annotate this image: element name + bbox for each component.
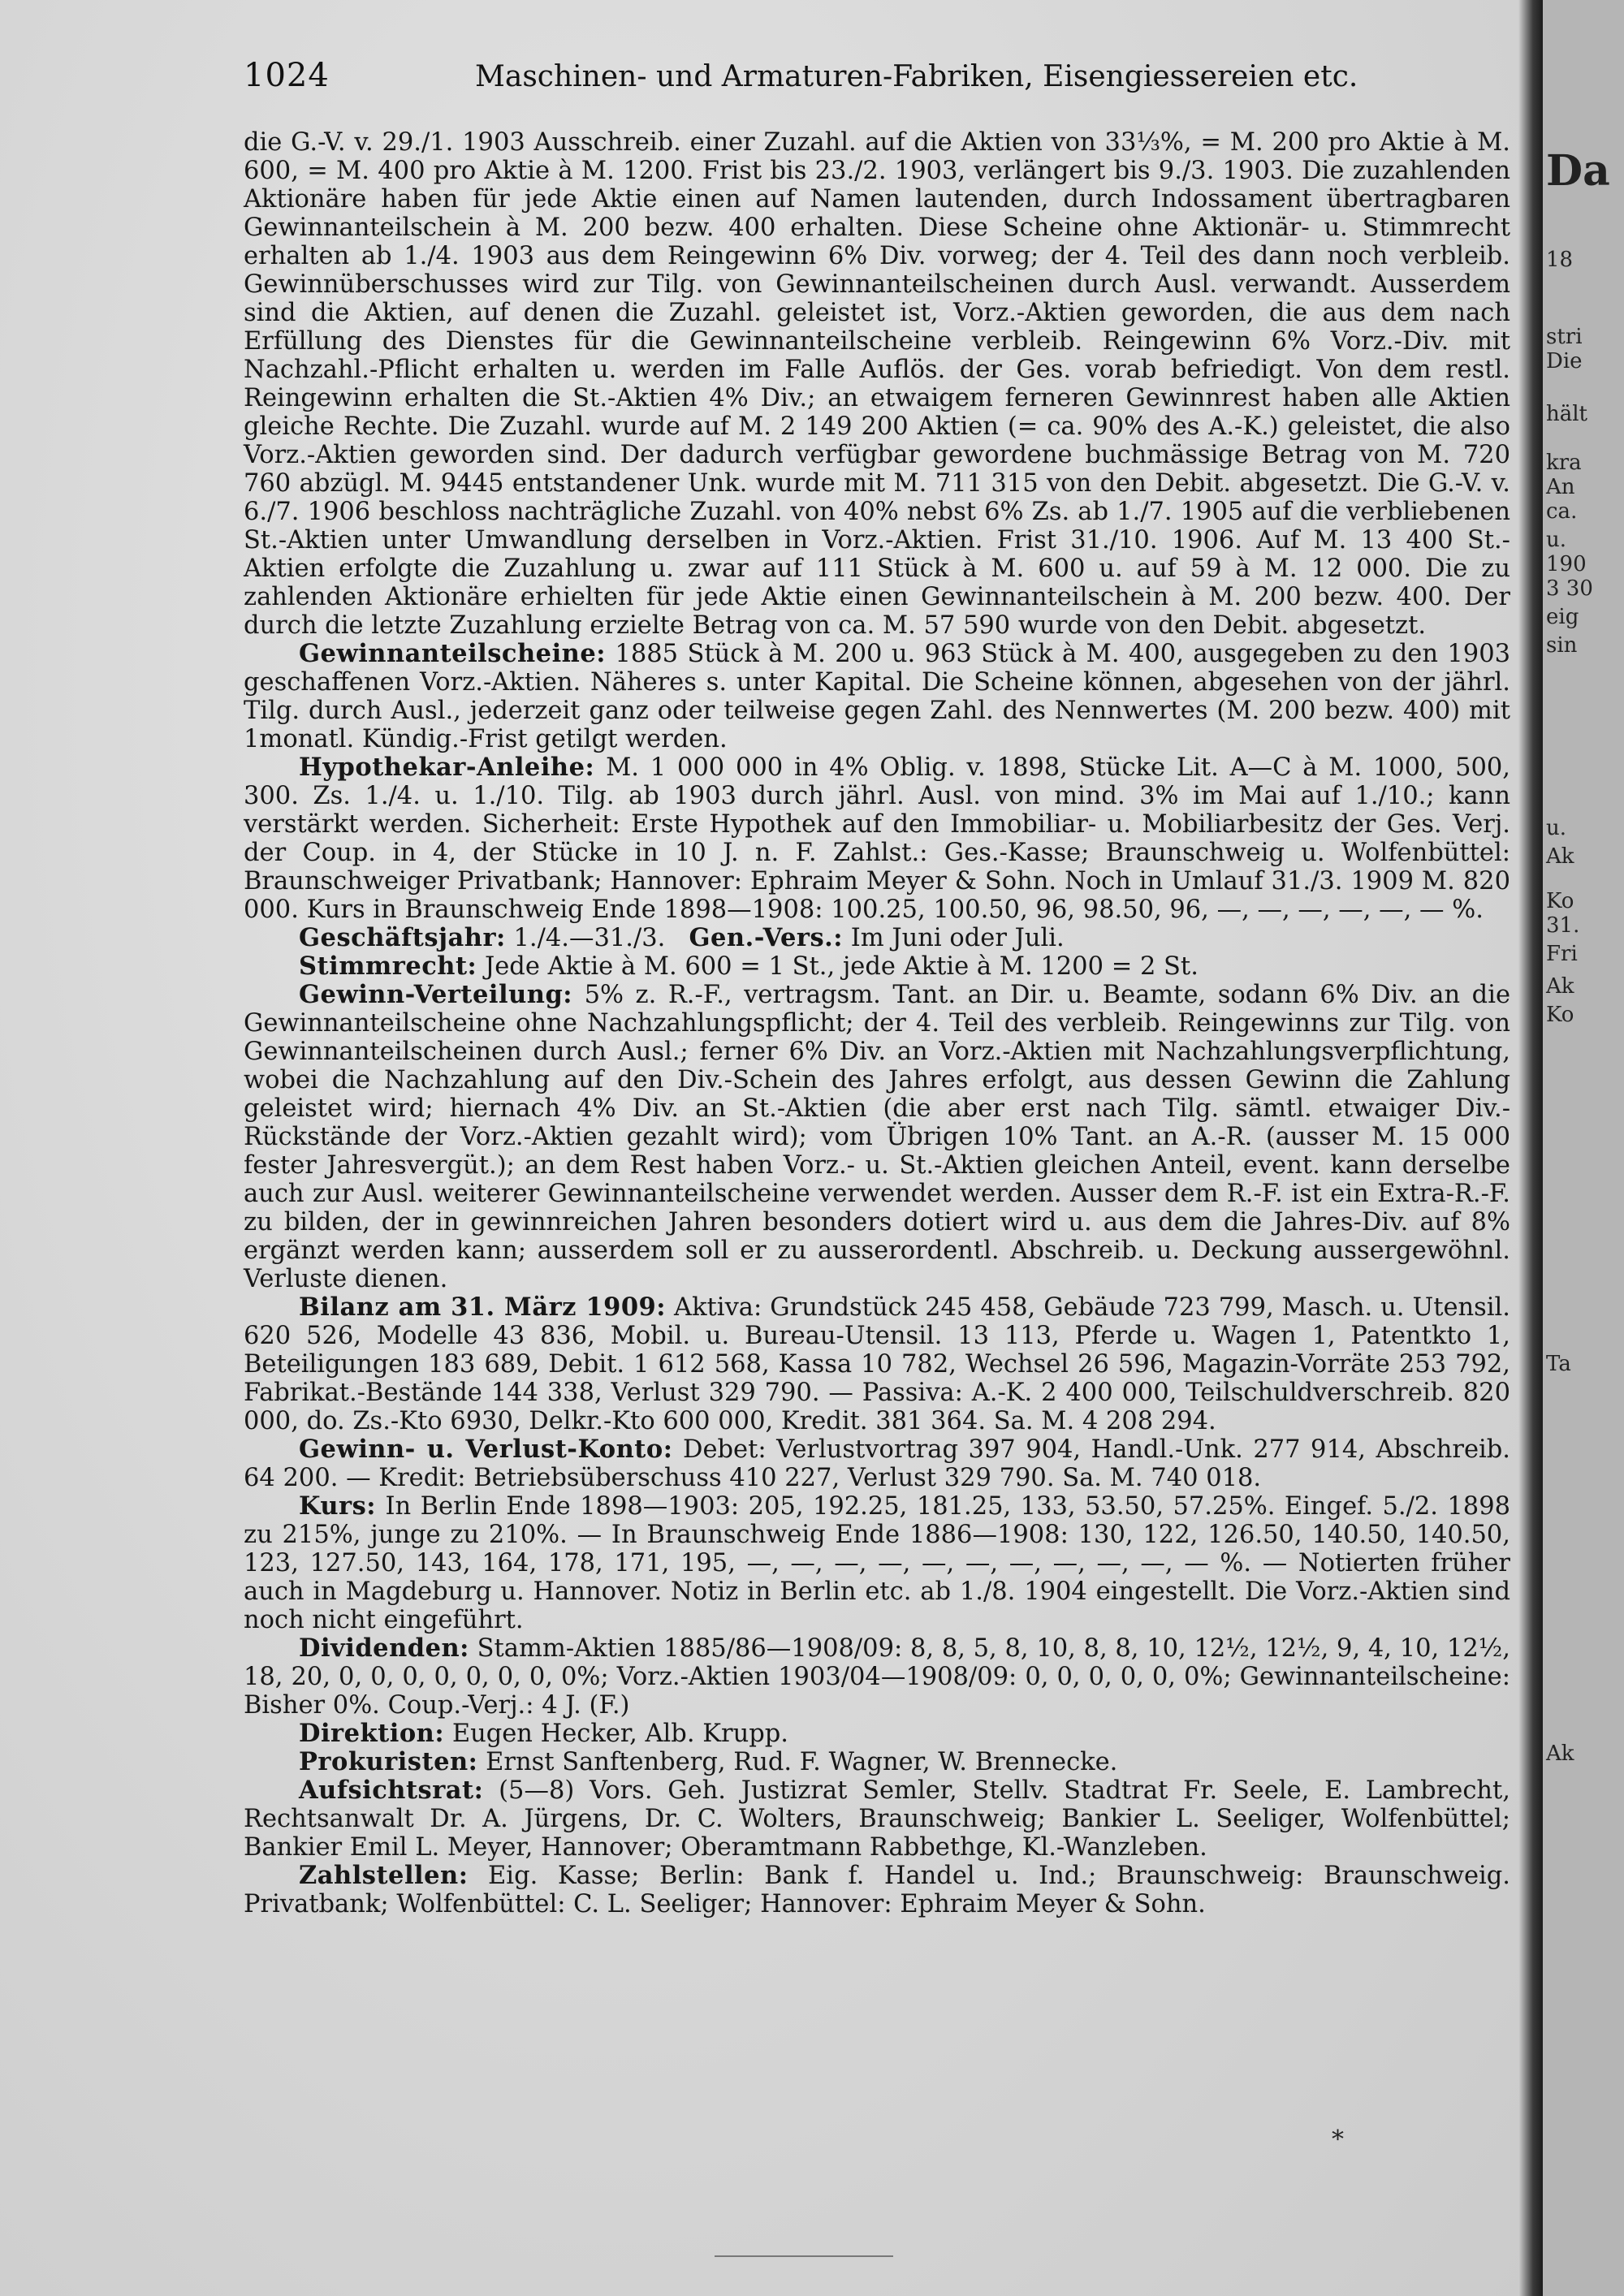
section-text: (5—8) Vors. Geh. Justizrat Semler, Stellv. Stadtrat Fr. Seele, E. Lambrecht, Rechtsanwalt Dr. A. Jürgens, Dr. C. Wolters, Braunschweig; Bankier L. Seeliger, Wolfenbüttel; Bankier Emil L. Meyer, Hannover; Oberamtmann Rabbethge, Kl.-Wanzleben. [244, 1776, 1510, 1862]
section-label: Kurs: [299, 1491, 377, 1521]
section-gewinnanteilscheine [244, 640, 1510, 753]
section-direktion [244, 1720, 1510, 1748]
section-text: Aktiva: Grundstück 245 458, Gebäude 723 799, Masch. u. Utensil. 620 526, Modelle 43 836, Mobil. u. Bureau-Utensil. 13 113, Pferde u. Wagen 1, Patentkto 1, Beteiligungen 183 689, Debit. 1 612 568, Kassa 10 782, Wechsel 26 596, Magazin-Vorräte 253 792, Fabrikat.-Bestände 144 338, Verlust 329 790. — Passiva: A.-K. 2 400 000, Teilschuldverschreib. 820 000, do. Zs.-Kto 6930, Delkr.-Kto 600 000, Kredit. 381 364. Sa. M. 4 208 294. [244, 1293, 1510, 1435]
section-label: Hypothekar-Anleihe: [299, 753, 595, 782]
page-number: 1024 [244, 57, 330, 94]
facing-fragment: eig [1546, 605, 1579, 629]
section-text: In Berlin Ende 1898—1903: 205, 192.25, 181.25, 133, 53.50, 57.25%. Eingef. 5./2. 1898 zu 215%, junge zu 210%. — In Braunschweig Ende 1886—1908: 130, 122, 126.50, 140.50, 140.50, 123, 127.50, 143, 164, 178, 171, 195, —, —, —, —, —, —, —, —, —, —, — %. — Notierten früher auch in Magdeburg u. Hannover. Notiz in Berlin etc. ab 1./8. 1904 eingestellt. Die Vorz.-Aktien sind noch nicht eingeführt. [244, 1492, 1511, 1634]
facing-fragment: 31. [1546, 913, 1580, 938]
section-gewinn-verteilung [244, 981, 1510, 1293]
facing-fragment: sin [1546, 633, 1578, 658]
section-text: Eig. Kasse; Berlin: Bank f. Handel u. Ind.; Braunschweig: Braunschweig. Privatbank; Wolfenbüttel: C. L. Seeliger; Hannover: Ephraim Meyer & Sohn. [244, 1862, 1510, 1918]
section-text-gen-vers: Im Juni oder Juli. [850, 924, 1065, 952]
section-text: Jede Aktie à M. 600 = 1 St., jede Aktie à M. 1200 = 2 St. [485, 952, 1199, 981]
section-label: Gewinn- u. Verlust-Konto: [299, 1435, 673, 1464]
section-text: Eugen Hecker, Alb. Krupp. [451, 1720, 788, 1748]
section-text: Stamm-Aktien 1885/86—1908/09: 8, 8, 5, 8, 10, 8, 8, 10, 12½, 12½, 9, 4, 10, 12½, 18, 20, 0, 0, 0, 0, 0, 0, 0, 0%; Vorz.-Aktien 1903/04—1908/09: 0, 0, 0, 0, 0, 0%; Gewinnanteilscheine: Bisher 0%. Coup.-Verj.: 4 J. (F.) [244, 1634, 1510, 1720]
intro-paragraph [244, 128, 1510, 640]
facing-fragment: Die [1546, 349, 1583, 373]
section-label: Geschäftsjahr: [299, 923, 506, 952]
facing-fragment: Ak [1546, 1741, 1574, 1766]
facing-fragment: stri [1546, 325, 1583, 349]
section-label: Dividenden: [299, 1634, 469, 1663]
facing-fragment: Ta [1546, 1352, 1571, 1376]
section-dividenden [244, 1634, 1510, 1720]
section-label: Gewinnanteilscheine: [299, 639, 606, 668]
section-text: 1885 Stück à M. 200 u. 963 Stück à M. 400, ausgegeben zu den 1903 geschaffenen Vorz.-Aktien. Näheres s. unter Kapital. Die Scheine können, abgesehen von der jährl. Tilg. durch Ausl., jederzeit ganz oder teilweise gegen Zahl. des Nennwertes (M. 200 bezw. 400) mit 1monatl. Kündig.-Frist getilgt werden. [244, 640, 1511, 753]
facing-fragment: hält [1546, 402, 1588, 426]
facing-fragment: ca. [1546, 499, 1578, 524]
section-zahlstellen [244, 1862, 1510, 1918]
facing-fragment: kra [1546, 451, 1582, 475]
section-hypothekar-anleihe [244, 753, 1510, 924]
facing-fragment: Ak [1546, 974, 1574, 999]
paragraph-text: die G.-V. v. 29./1. 1903 Ausschreib. einer Zuzahl. auf die Aktien von 33⅓%, = M. 200 pro Aktie à M. 600, = M. 400 pro Aktie à M. 1200. Frist bis 23./2. 1903, verlängert bis 9./3. 1903. Die zuzahlenden Aktionäre haben für jede Aktie einen auf Namen lautenden, durch Indossament übertragbaren Gewinnanteilschein à M. 200 bezw. 400 erhalten. Diese Scheine ohne Aktionär- u. Stimmrecht erhalten ab 1./4. 1903 aus dem Reingewinn 6% Div. vorweg; der 4. Teil des dann noch verbleib. Gewinnüberschusses wird zur Tilg. von Gewinnanteilscheinen durch Ausl. verwandt. Ausserdem sind die Aktien, auf denen die Zuzahl. geleistet ist, Vorz.-Aktien geworden, die aus dem nach Erfüllung des Dienstes für die Gewinnanteilscheine verbleib. Reingewinn 6% Vorz.-Div. mit Nachzahl.-Pflicht erhalten u. werden im Falle Auflös. der Ges. vorab befriedigt. Von dem restl. Reingewinn erhalten die St.-Aktien 4% Div.; an etwaigem ferneren Gewinnrest haben alle Aktien gleiche Rechte. Die Zuzahl. wurde auf M. 2 149 200 Aktien (= ca. 90% des A.-K.) geleistet, die also Vorz.-Aktien geworden sind. Der dadurch verfügbar gewordene buchmässige Betrag von M. 720 760 abzügl. M. 9445 entstandener Unk. wurde mit M. 711 315 von den Debit. abgesetzt. Die G.-V. v. 6./7. 1906 beschloss nachträgliche Zuzahl. von 40% nebst 6% Zs. ab 1./7. 1905 auf die verbliebenen St.-Aktien unter Umwandlung derselben in Vorz.-Aktien. Frist 31./10. 1906. Auf M. 13 400 St.-Aktien erfolgte die Zuzahlung u. zwar auf 111 Stück à M. 600 u. auf 59 à M. 12 000. Die zu zahlenden Aktionäre erhielten für jede Aktie einen Gewinnanteilschein à M. 200 bezw. 400. Der durch die letzte Zuzahlung erzielte Betrag von ca. M. 57 590 wurde von den Debit. abgesetzt. [244, 128, 1510, 640]
section-text: 5% z. R.-F., vertragsm. Tant. an Dir. u. Beamte, sodann 6% Div. an die Gewinnanteilscheine ohne Nachzahlungspflicht; der 4. Teil des verbleib. Reingewinns zur Tilg. von Gewinnanteilscheinen durch Ausl.; ferner 6% Div. an Vorz.-Aktien mit Nachzahlungsverpflichtung, wobei die Nachzahlung auf den Div.-Schein des Jahres erfolgt, aus dessen Gewinn die Zahlung geleistet wird; hiernach 4% Div. an St.-Aktien (die aber erst nach Tilg. sämtl. etwaiger Div.-Rückstände der Vorz.-Aktien gezahlt wird); vom Übrigen 10% Tant. an A.-R. (ausser M. 15 000 fester Jahresvergüt.); an dem Rest haben Vorz.- u. St.-Aktien gleichen Anteil, event. kann derselbe auch zur Ausl. weiterer Gewinnanteilscheine verwendet werden. Ausser dem R.-F. ist ein Extra-R.-F. zu bilden, der in gewinnreichen Jahren besonders dotiert wird u. aus dem die Jahres-Div. auf 8% ergänzt werden kann; ausserdem soll er zu ausserordentl. Abschreib. u. Deckung aussergewöhnl. Verluste dienen. [244, 981, 1510, 1293]
facing-fragment: 3 30 [1546, 576, 1593, 601]
facing-fragment: 18 [1546, 248, 1574, 272]
facing-fragment: Fri [1546, 942, 1578, 966]
section-geschaeftsjahr [244, 924, 1510, 952]
section-text: 1./4.—31./3. [513, 924, 666, 952]
section-label: Aufsichtsrat: [299, 1776, 484, 1805]
section-label: Direktion: [299, 1719, 445, 1748]
facing-fragment: 190 [1546, 552, 1587, 576]
end-rule [715, 2255, 893, 2257]
section-prokuristen [244, 1748, 1510, 1776]
book-gutter [1518, 0, 1543, 2296]
section-text: Debet: Verlustvortrag 397 904, Handl.-Unk. 277 914, Abschreib. 64 200. — Kredit: Betriebsüberschuss 410 227, Verlust 329 790. Sa. M. 740 018. [244, 1435, 1510, 1492]
end-mark: * [1332, 2126, 1344, 2154]
document-body [244, 128, 1510, 1918]
running-title: Maschinen- und Armaturen-Fabriken, Eisengiessereien etc. [475, 60, 1358, 93]
section-gewinn-verlust-konto [244, 1435, 1510, 1492]
facing-fragment: Ak [1546, 844, 1574, 869]
facing-fragment: Da [1546, 146, 1610, 196]
section-aufsichtsrat [244, 1776, 1510, 1862]
section-kurs [244, 1492, 1510, 1634]
section-label: Zahlstellen: [299, 1861, 469, 1890]
section-stimmrecht [244, 952, 1510, 981]
section-label: Bilanz am 31. März 1909: [299, 1293, 667, 1322]
facing-fragment: u. [1546, 528, 1567, 552]
facing-fragment: An [1546, 475, 1575, 499]
section-text: Ernst Sanftenberg, Rud. F. Wagner, W. Brennecke. [486, 1748, 1118, 1776]
facing-fragment: Ko [1546, 889, 1574, 913]
section-label-gen-vers: Gen.-Vers.: [689, 923, 844, 952]
section-label: Stimmrecht: [299, 952, 477, 981]
section-label: Prokuristen: [299, 1747, 478, 1776]
section-text: M. 1 000 000 in 4% Oblig. v. 1898, Stücke Lit. A—C à M. 1000, 500, 300. Zs. 1./4. u. 1./10. Tilg. ab 1903 durch jährl. Ausl. von mind. 3% im Mai auf 1./10.; kann verstärkt werden. Sicherheit: Erste Hypothek auf den Immobiliar- u. Mobiliarbesitz der Ges. Verj. der Coup. in 4, der Stücke in 10 J. n. F. Zahlst.: Ges.-Kasse; Braunschweig u. Wolfenbüttel: Braunschweiger Privatbank; Hannover: Ephraim Meyer & Sohn. Noch in Umlauf 31./3. 1909 M. 820 000. Kurs in Braunschweig Ende 1898—1908: 100.25, 100.50, 96, 98.50, 96, —, —, —, —, —, — %. [244, 753, 1510, 924]
facing-page-edge [1543, 0, 1624, 2296]
facing-fragment: Ko [1546, 1003, 1574, 1027]
section-bilanz [244, 1293, 1510, 1435]
facing-fragment: u. [1546, 816, 1567, 840]
section-label: Gewinn-Verteilung: [299, 980, 573, 1009]
